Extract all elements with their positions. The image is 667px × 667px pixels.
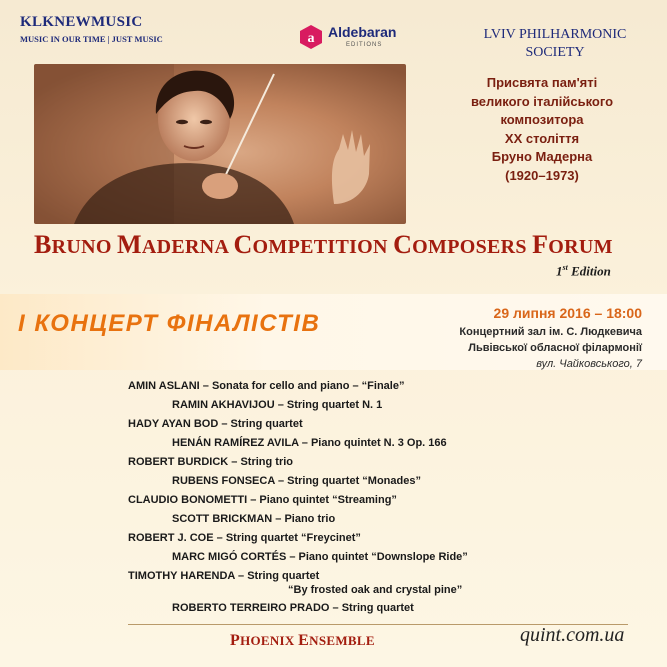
program-item bbox=[172, 399, 382, 411]
forum-title bbox=[34, 230, 654, 260]
dedication-text bbox=[442, 74, 642, 185]
forum-title-rest: ADERNA bbox=[141, 236, 234, 258]
aldebaran-name: Aldebaran bbox=[328, 24, 397, 40]
dedication-line: композитора bbox=[500, 112, 584, 127]
composer-name: SCOTT BRICKMAN bbox=[172, 513, 273, 525]
program-item bbox=[172, 513, 335, 525]
edition-word: Edition bbox=[571, 263, 611, 279]
ensemble-rest: NSEMBLE bbox=[309, 633, 375, 648]
work-title: Piano quintet “Downslope Ride” bbox=[298, 551, 468, 563]
composer-name: HADY AYAN BOD bbox=[128, 418, 219, 430]
separator: – bbox=[286, 551, 299, 563]
edition-suffix: st bbox=[562, 263, 568, 272]
edition-number: 1 bbox=[556, 263, 563, 279]
venue-line2: Львівської обласної філармонії bbox=[468, 342, 642, 354]
work-title: String quartet “Monades” bbox=[287, 475, 421, 487]
program-item bbox=[128, 380, 404, 392]
dedication-line: XX століття bbox=[504, 130, 580, 146]
composer-name: CLAUDIO BONOMETTI bbox=[128, 494, 248, 506]
venue-address: вул. Чайковського, 7 bbox=[536, 358, 642, 370]
separator: – bbox=[274, 399, 287, 411]
separator: – bbox=[272, 513, 285, 525]
program-item bbox=[172, 475, 421, 487]
forum-title-rest: OMPOSERS bbox=[412, 236, 533, 258]
lviv-line1: LVIV PHILHARMONIC bbox=[483, 27, 627, 42]
composer-name: MARC MIGÓ CORTÉS bbox=[172, 551, 287, 563]
composer-name: RAMIN AKHAVIJOU bbox=[172, 399, 275, 411]
program-item bbox=[172, 602, 414, 614]
work-title: Piano quintet N. 3 Op. 166 bbox=[310, 437, 447, 449]
separator: – bbox=[247, 494, 260, 506]
composer-name: ROBERTO TERREIRO PRADO bbox=[172, 602, 330, 614]
work-title: String quartet bbox=[247, 570, 320, 582]
dedication-line: великого італійського bbox=[470, 93, 614, 109]
concert-venue bbox=[400, 324, 642, 372]
separator: – bbox=[199, 380, 212, 392]
work-title: Piano quintet “Streaming” bbox=[259, 494, 397, 506]
dedication-line: (1920–1973) bbox=[505, 167, 579, 183]
composer-name: HENÁN RAMÍREZ AVILA bbox=[172, 437, 299, 449]
composer-name: AMIN ASLANI bbox=[128, 380, 200, 392]
work-subtitle: “By frosted oak and crystal pine” bbox=[288, 584, 463, 596]
composer-name: RUBENS FONSECA bbox=[172, 475, 275, 487]
work-title: String trio bbox=[240, 456, 294, 468]
aldebaran-hex-icon bbox=[298, 24, 324, 50]
work-title: String quartet N. 1 bbox=[286, 399, 383, 411]
forum-title-rest: OMPETITION bbox=[252, 236, 394, 258]
forum-title-rest: ORUM bbox=[548, 236, 613, 258]
separator: – bbox=[218, 418, 231, 430]
svg-text:a: a bbox=[307, 31, 315, 46]
aldebaran-logo bbox=[298, 20, 398, 60]
program-item bbox=[172, 437, 447, 449]
program-item bbox=[128, 494, 397, 506]
work-title: String quartet bbox=[341, 602, 414, 614]
forum-title-cap: F bbox=[532, 230, 549, 259]
program-item bbox=[128, 532, 361, 544]
conductor-illustration bbox=[34, 64, 406, 224]
program-item bbox=[172, 551, 468, 563]
program-item bbox=[128, 570, 319, 582]
work-title: String quartet “Freycinet” bbox=[225, 532, 361, 544]
work-title: Piano trio bbox=[284, 513, 336, 525]
work-title: String quartet bbox=[230, 418, 303, 430]
klknewmusic-title: KLKNEWMUSIC bbox=[20, 14, 143, 30]
work-title: Sonata for cello and piano – “Finale” bbox=[211, 380, 405, 392]
conductor-photo bbox=[34, 64, 406, 224]
forum-title-cap: M bbox=[117, 230, 142, 259]
separator: – bbox=[298, 437, 311, 449]
concert-title: І КОНЦЕРТ ФІНАЛІСТІВ bbox=[18, 310, 321, 337]
forum-title-cap: C bbox=[233, 230, 253, 259]
composer-name: ROBERT BURDICK bbox=[128, 456, 229, 468]
concert-date: 29 липня 2016 – 18:00 bbox=[493, 305, 642, 321]
website-link[interactable]: quint.com.ua bbox=[520, 624, 625, 646]
venue-line1: Концертний зал ім. С. Людкевича bbox=[459, 326, 642, 338]
dedication-line: Бруно Мадерна bbox=[491, 149, 593, 164]
klknewmusic-subtitle: MUSIC IN OUR TIME | JUST MUSIC bbox=[20, 34, 163, 44]
ensemble-cap: P bbox=[230, 632, 241, 649]
program-item bbox=[128, 418, 303, 430]
edition-label bbox=[556, 263, 611, 279]
separator: – bbox=[234, 570, 248, 582]
composer-name: TIMOTHY HARENDA bbox=[128, 570, 235, 582]
ensemble-rest: HOENIX bbox=[240, 633, 299, 648]
forum-title-cap: B bbox=[34, 230, 52, 259]
ensemble-cap: E bbox=[298, 632, 310, 649]
separator: – bbox=[274, 475, 288, 487]
dedication-line: Присвята пам'яті bbox=[486, 75, 598, 90]
phoenix-ensemble bbox=[230, 632, 375, 650]
aldebaran-sub: EDITIONS bbox=[346, 42, 383, 48]
separator: – bbox=[228, 456, 241, 468]
forum-title-cap: C bbox=[393, 230, 413, 259]
separator: – bbox=[329, 602, 342, 614]
forum-title-rest: RUNO bbox=[51, 236, 118, 258]
lviv-philharmonic bbox=[460, 26, 650, 62]
program-item bbox=[128, 456, 293, 468]
lviv-line2: SOCIETY bbox=[525, 45, 585, 60]
composer-name: ROBERT J. COE bbox=[128, 532, 214, 544]
separator: – bbox=[213, 532, 226, 544]
